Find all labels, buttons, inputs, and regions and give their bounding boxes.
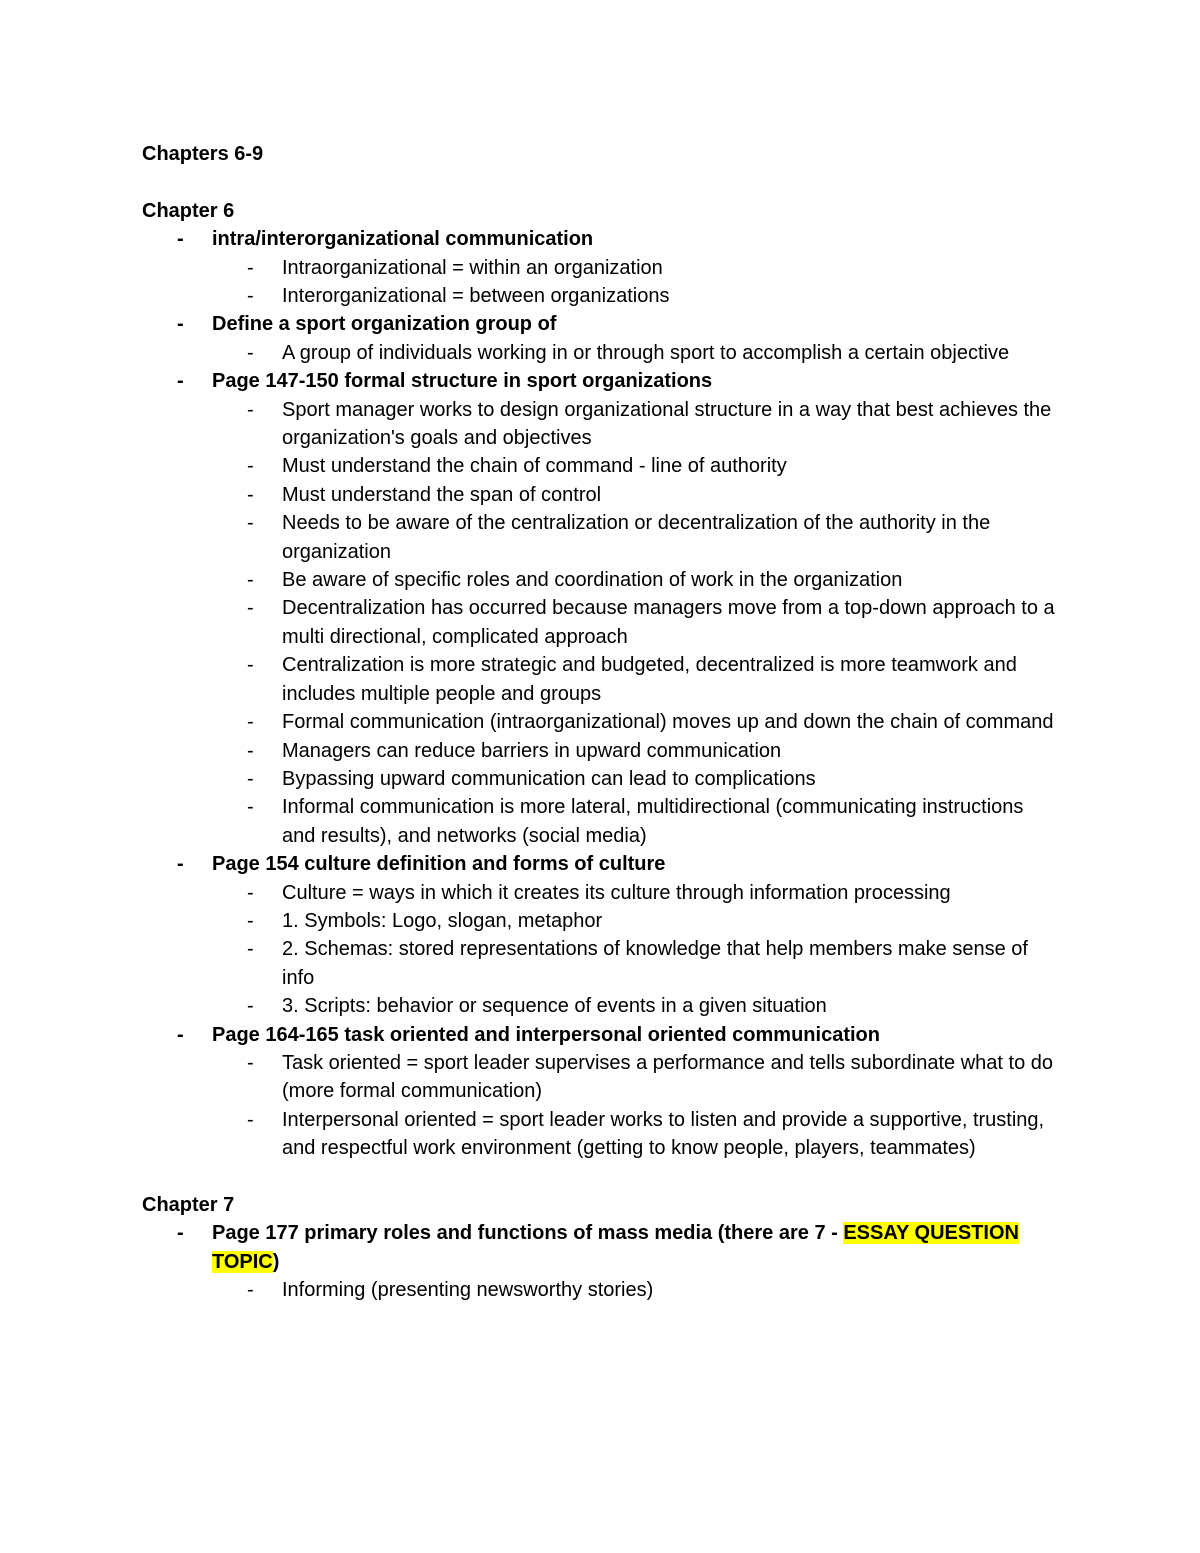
- point-item: [212, 396, 1062, 453]
- essay-highlight: ESSAY QUESTION TOPIC: [212, 1222, 1019, 1273]
- bullet-dash: -: [247, 597, 254, 620]
- point-text: Formal communication (intraorganizational) moves up and down the chain of command: [282, 711, 1054, 734]
- point-item: [212, 1106, 1062, 1163]
- bullet-dash: -: [247, 483, 254, 506]
- point-item: [212, 907, 1062, 935]
- document-page: [142, 140, 1062, 1305]
- point-list: [212, 396, 1062, 851]
- point-text: Interpersonal oriented = sport leader works to listen and provide a supportive, trusting, and respectful work environment (getting to know people, players, teammates): [282, 1108, 1045, 1160]
- bullet-dash: -: [247, 1279, 254, 1302]
- document-title: Chapters 6-9: [142, 143, 264, 165]
- point-item: [212, 992, 1062, 1020]
- point-item: [212, 1276, 1062, 1304]
- point-text: Managers can reduce barriers in upward communication: [282, 739, 782, 762]
- topic-item: [142, 225, 1062, 310]
- point-item: [212, 737, 1062, 765]
- point-list: [212, 1049, 1062, 1163]
- topic-text-after: ): [272, 1250, 280, 1273]
- topic-text: intra/interorganizational communication: [212, 228, 594, 251]
- bullet-dash: -: [247, 995, 254, 1018]
- bullet-dash: -: [247, 796, 254, 819]
- bullet-dash: -: [177, 1222, 184, 1245]
- topic-item: [142, 310, 1062, 367]
- point-item: [212, 481, 1062, 509]
- topic-text: Page 147-150 formal structure in sport organizations: [212, 370, 713, 393]
- topic-text-before: Page 177 primary roles and functions of mass media (there are 7 -: [212, 1222, 844, 1245]
- point-item: [212, 1049, 1062, 1106]
- point-text: Informing (presenting newsworthy stories): [282, 1279, 654, 1302]
- point-list: [212, 339, 1062, 367]
- point-list: [212, 1276, 1062, 1304]
- point-text: Intraorganizational = within an organization: [282, 256, 663, 279]
- point-text: Interorganizational = between organizations: [282, 285, 670, 308]
- point-list: [212, 879, 1062, 1021]
- point-text: 1. Symbols: Logo, slogan, metaphor: [282, 909, 603, 932]
- topic-item: [142, 1219, 1062, 1304]
- chapter-7-section: [142, 1191, 1062, 1305]
- point-text: A group of individuals working in or through sport to accomplish a certain objective: [282, 341, 1010, 364]
- bullet-dash: -: [247, 512, 254, 535]
- bullet-dash: -: [177, 370, 184, 393]
- point-text: Must understand the span of control: [282, 483, 602, 506]
- point-text: Must understand the chain of command - line of authority: [282, 455, 787, 478]
- topic-list: [142, 1219, 1062, 1304]
- point-text: Task oriented = sport leader supervises a performance and tells subordinate what to do (more formal communication): [282, 1051, 1053, 1103]
- topic-text: Page 154 culture definition and forms of culture: [212, 853, 666, 876]
- bullet-dash: -: [247, 938, 254, 961]
- point-item: [212, 339, 1062, 367]
- bullet-dash: -: [177, 228, 184, 251]
- bullet-dash: -: [247, 1051, 254, 1074]
- point-text: Be aware of specific roles and coordination of work in the organization: [282, 569, 903, 592]
- topic-item: [142, 367, 1062, 850]
- chapter-6-section: [142, 197, 1062, 1163]
- bullet-dash: -: [247, 256, 254, 279]
- point-text: Bypassing upward communication can lead to complications: [282, 767, 816, 790]
- bullet-dash: -: [247, 739, 254, 762]
- bullet-dash: -: [247, 881, 254, 904]
- point-item: [212, 793, 1062, 850]
- point-text: 3. Scripts: behavior or sequence of events in a given situation: [282, 995, 827, 1018]
- bullet-dash: -: [247, 569, 254, 592]
- bullet-dash: -: [247, 654, 254, 677]
- bullet-dash: -: [177, 853, 184, 876]
- point-item: [212, 651, 1062, 708]
- point-list: [212, 254, 1062, 311]
- point-item: [212, 879, 1062, 907]
- chapter-heading: Chapter 7: [142, 1194, 235, 1216]
- bullet-dash: -: [247, 1108, 254, 1131]
- point-item: [212, 566, 1062, 594]
- point-text: Sport manager works to design organizational structure in a way that best achieves the organization's goals and objectives: [282, 398, 1052, 450]
- topic-item: [142, 850, 1062, 1020]
- topic-text: Page 164-165 task oriented and interpersonal oriented communication: [212, 1023, 880, 1046]
- bullet-dash: -: [177, 313, 184, 336]
- point-text: Needs to be aware of the centralization or decentralization of the authority in the organization: [282, 512, 991, 563]
- point-item: [212, 509, 1062, 566]
- point-item: [212, 935, 1062, 992]
- bullet-dash: -: [247, 398, 254, 421]
- topic-text: [212, 1222, 1019, 1272]
- bullet-dash: -: [247, 767, 254, 790]
- point-item: [212, 282, 1062, 310]
- point-item: [212, 708, 1062, 736]
- point-text: Decentralization has occurred because managers move from a top-down approach to a multi directional, complicated approach: [282, 597, 1055, 648]
- point-item: [212, 594, 1062, 651]
- point-item: [212, 765, 1062, 793]
- topic-item: [142, 1021, 1062, 1163]
- bullet-dash: -: [247, 285, 254, 308]
- point-text: Informal communication is more lateral, multidirectional (communicating instructions and results), and networks (social media): [282, 796, 1024, 847]
- bullet-dash: -: [177, 1023, 184, 1046]
- topic-list: [142, 225, 1062, 1162]
- point-item: [212, 452, 1062, 480]
- point-item: [212, 254, 1062, 282]
- bullet-dash: -: [247, 341, 254, 364]
- chapter-heading: Chapter 6: [142, 199, 235, 222]
- bullet-dash: -: [247, 909, 254, 932]
- point-text: Culture = ways in which it creates its culture through information processing: [282, 881, 951, 904]
- bullet-dash: -: [247, 455, 254, 478]
- point-text: Centralization is more strategic and budgeted, decentralized is more teamwork and includes multiple people and groups: [282, 654, 1017, 705]
- topic-text: Define a sport organization group of: [212, 313, 557, 336]
- bullet-dash: -: [247, 711, 254, 734]
- point-text: 2. Schemas: stored representations of knowledge that help members make sense of info: [282, 938, 1028, 989]
